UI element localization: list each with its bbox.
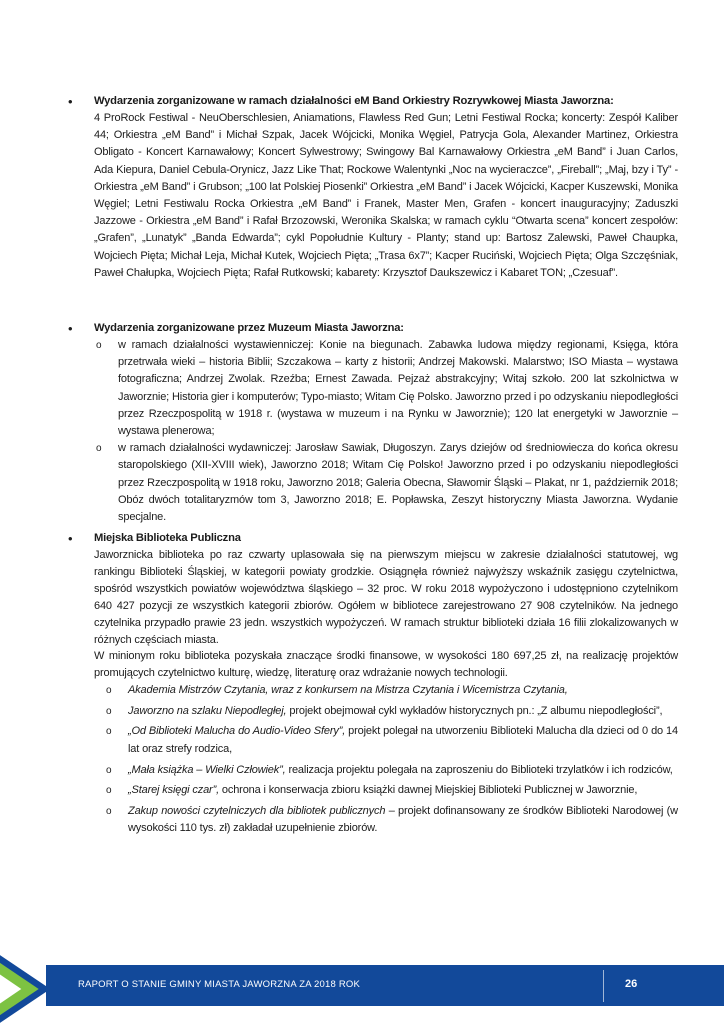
project-title: Jaworzno na szlaku Niepodległej, — [128, 704, 287, 717]
sub-bullet-marker: o — [106, 726, 112, 738]
bullet-marker: • — [68, 94, 73, 109]
library-projects-list — [104, 682, 678, 838]
library-project-item — [104, 723, 678, 758]
project-description: realizacja projektu polegała na zaproszeniu do Biblioteki trzylatków i ich rodziców, — [285, 763, 673, 776]
museum-heading: Wydarzenia zorganizowane przez Muzeum Miasta Jaworzna: — [94, 322, 404, 334]
library-ranking-paragraph: Jaworznicka biblioteka po raz czwarty uplasowała się na pierwszym miejscu w zakresie działalności statutowej, wg rankingu Biblioteki Śląskiej, w kategorii powiaty grodzkie. Osiągnęła również najwyższy wskaźnik zasięgu czytelnictwa, spośród wszystkich powiatów województwa śląskiego – 32 proc. W roku 2018 wypożyczono i udostępniono czytelnikom 640 427 pozycji ze wszystkich kategorii zbiorów. Ogółem w bibliotece zarejestrowano 27 908 czytelników. Na jednego czytelnika przypadło prawie 23 jedn. wszystkich wypożyczeń. W ramach struktur biblioteki działa 16 filii zlokalizowanych w różnych częściach miasta. — [94, 549, 678, 646]
project-title: Zakup nowości czytelniczych dla bibliotek publicznych — [128, 804, 386, 817]
em-band-bullet-row — [68, 93, 678, 282]
footer-report-title: RAPORT O STANIE GMINY MIASTA JAWORZNA ZA 2018 ROK — [78, 979, 361, 990]
museum-section — [68, 320, 678, 526]
project-title: „Starej księgi czar”, — [128, 784, 219, 797]
museum-publications-text: w ramach działalności wydawniczej: Jarosław Sawiak, Długoszyn. Zarys dziejów od średniowiecza do końca okresu staropolskiego (XII-XVIII wiek), Jaworzno 2018; Witam Cię Polsko! Jaworzno przed i po odzyskaniu niepodległości przez Rzeczpospolitą w 1918 roku, Jaworzno 2018; Galeria Obecna, Sławomir Śląski – Plakat, nr 1, październik 2018; Obóz dwóch totalitaryzmów tom 3, Jaworzno 2018; E. Popławska, Zeszyt historyczny Miasta Jaworzna. Wydanie specjalne. — [118, 442, 678, 524]
museum-bullet-row — [68, 320, 678, 526]
footer-arrow-logo-icon — [0, 954, 60, 1024]
sub-bullet-marker: o — [106, 805, 112, 817]
museum-exhibitions-item — [94, 337, 678, 440]
library-project-item — [104, 682, 678, 700]
museum-exhibitions-text: w ramach działalności wystawienniczej: Konie na biegunach. Zabawka ludowa między regionami, Księga, która przetrwała wieki – historia Biblii; Szczakowa – karty z historii; Andrzej Makowski. Malarstwo; ISO Miasta – wystawa fotograficzna; Andrzej Zwolak. Rzeźba; Ernest Zawada. Pejzaż abstrakcyjny; Witaj szkoło. 200 lat szkolnictwa w Jaworznie; Historia gier i komputerów; Typo-miasto; Witam Cię Polsko. Jaworzno przed i po odzyskaniu niepodległości przez Rzeczpospolitą w 1918 r. (wystawa w muzeum i na Rynku w Jaworznie); 120 lat energetyki w Jaworznie – wystawa plenerowa; — [118, 339, 678, 438]
bullet-marker: • — [68, 321, 73, 336]
sub-bullet-marker: o — [96, 340, 102, 351]
sub-bullet-marker: o — [106, 685, 112, 697]
project-title: Akademia Mistrzów Czytania, wraz z konkursem na Mistrza Czytania i Wicemistrza Czytania, — [128, 684, 568, 697]
library-project-item — [104, 782, 678, 800]
sub-bullet-marker: o — [106, 785, 112, 797]
project-title: „Mała książka – Wielki Człowiek”, — [128, 763, 286, 776]
sub-bullet-marker: o — [106, 705, 112, 717]
project-title: „Od Biblioteki Malucha do Audio-Video Sfery”, — [128, 725, 346, 738]
sub-bullet-marker: o — [96, 443, 102, 455]
library-project-item — [104, 762, 678, 780]
page-number: 26 — [625, 978, 638, 990]
museum-publications-item — [94, 440, 678, 526]
em-band-section — [68, 93, 678, 282]
library-bullet-row — [68, 530, 678, 838]
library-funding-paragraph: W minionym roku biblioteka pozyskała znaczące środki finansowe, w wysokości 180 697,25 zł, na realizację projektów promujących czytelnictwo kulturę, wiedzę, literaturę oraz wdrażanie nowych technologii. — [94, 650, 678, 680]
library-section — [68, 530, 678, 841]
library-project-item — [104, 803, 678, 838]
em-band-heading: Wydarzenia zorganizowane w ramach działalności eM Band Orkiestry Rozrywkowej Miasta Jaworzna: — [94, 95, 614, 107]
footer-separator — [603, 970, 604, 1002]
project-description: ochrona i konserwacja zbioru książki dawnej Miejskiej Biblioteki Publicznej w Jaworznie, — [218, 784, 638, 797]
library-heading: Miejska Biblioteka Publiczna — [94, 532, 241, 544]
sub-bullet-marker: o — [106, 764, 112, 776]
project-description: – projekt dofinansowany ze środków Biblioteki Narodowej (w wysokości 110 tys. zł) zakładał uzupełnienie zbiorów. — [128, 804, 678, 835]
bullet-marker: • — [68, 531, 73, 546]
project-description: projekt polegał na utworzeniu Biblioteki Malucha dla dzieci od 0 do 14 lat oraz strefy rodzica, — [128, 725, 678, 756]
project-description: projekt obejmował cykl wykładów historycznych pn.: „Z albumu niepodległości”, — [286, 704, 663, 717]
em-band-events-text: 4 ProRock Festiwal - NeuOberschlesien, Aniamations, Flawless Red Gun; Letni Festiwal Rocka; koncerty: Zespół Kaliber 44; Orkiestra „eM Band” i Michał Szpak, Jacek Wójcicki, Monika Węgiel, Patrycja Gola, Alexander Martinez, Orkiestra Obligato - Koncert Karnawałowy; Koncert Sylwestrowy; Swingowy Bal Karnawałowy Orkiestra „eM Band” i Juan Carlos, Ada Kiepura, Daniel Cebula-Orynicz, Jazz Like That; Rockowe Walentynki „Noc na wycieraczce”, „Fireball”; „Maj, bzy i Ty” - Orkiestra „eM Band” i Grubson; „100 lat Polskiej Piosenki” Orkiestra „eM Band” i Jacek Wójcicki, Kacper Kuszewski, Monika Węgiel; Letni Festiwalu Rocka Orkiestra „eM Band” i Franek, Master Men, Grafen - koncert inauguracyjny; Zaduszki Jazzowe - Orkiestra „eM Band” i Rafał Brzozowski, Weronika Skalska; w ramach cyklu “Otwarta scena” koncert zespołów: „Grafen”, „Lunatyk” „Banda Edwarda”; cykl Popołudnie Kultury - Planty; stand up: Bartosz Zalewski, Paweł Chaupka, Wojciech Pięta; Michał Leja, Michał Kutek, Wojciech Pięta; „Trasa 6x7”; Kacper Ruciński, Wojciech Pięta; Olga Szczęśniak, Paweł Chałupka, Wojciech Pięta; Rafał Rutkowski; kabarety: Krzysztof Daukszewicz i Kabaret TON; „Czesuaf”. — [94, 112, 678, 279]
library-project-item — [104, 703, 678, 721]
